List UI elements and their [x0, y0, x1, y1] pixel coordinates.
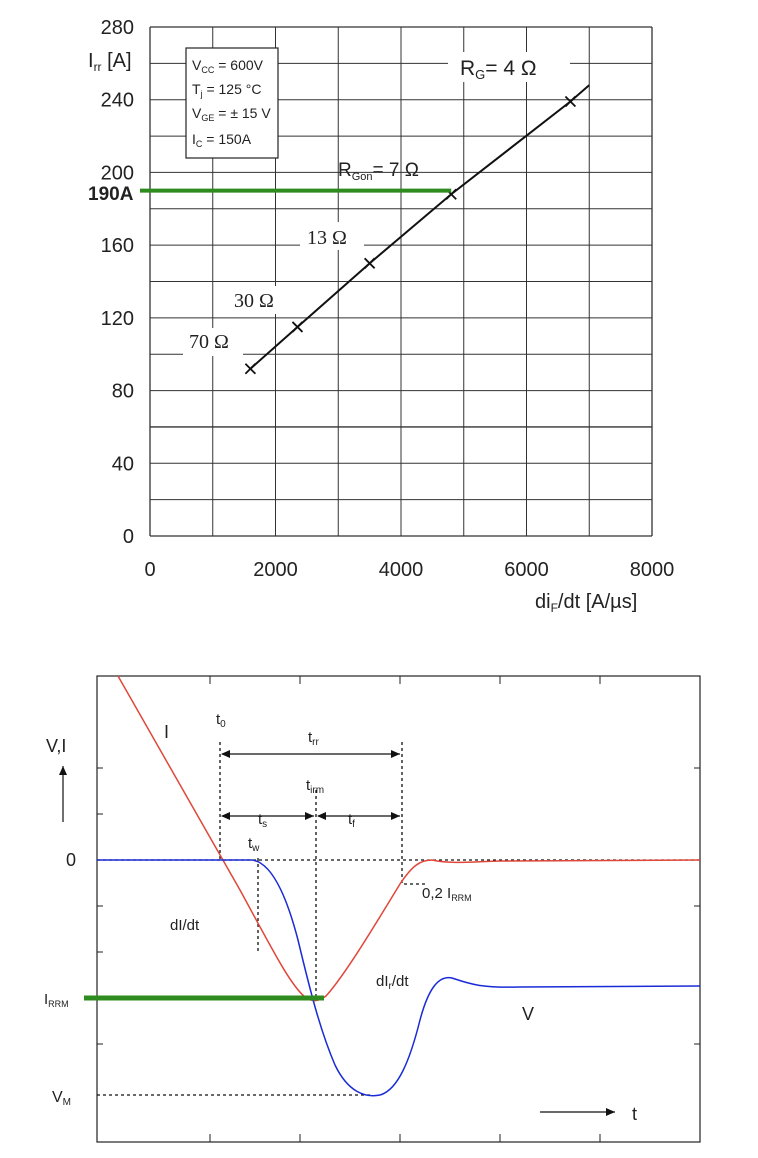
tw-label: $t_w$	[248, 835, 260, 854]
irrm-fraction-label: 0,2 $I_{RRM}$	[422, 885, 472, 903]
time-spans	[63, 754, 615, 1112]
data-point-marker	[245, 364, 255, 374]
x-tick-label: 8000	[629, 559, 675, 581]
point-label-r30: 30 Ω	[234, 290, 274, 312]
x-tick-label: 2000	[253, 559, 298, 581]
irrm-level-label: $I_{RRM}$	[44, 991, 69, 1009]
top-x-axis-label: $di_F/dt$ [A/µs]	[535, 591, 638, 615]
top-chart	[88, 17, 674, 615]
condition-ic: $I_C = 150A$	[192, 131, 252, 149]
time-axis-label: t	[632, 1104, 638, 1124]
condition-vcc: $V_{CC} = 600V$	[192, 57, 263, 75]
y-tick-label: 200	[100, 162, 134, 185]
t0-label: $t_0$	[216, 711, 226, 730]
data-point-marker	[365, 258, 375, 268]
point-label-r13: 13 Ω	[307, 227, 347, 249]
ts-label: $t_s$	[258, 811, 268, 830]
x-tick-label: 4000	[378, 559, 424, 581]
point-label-r70: 70 Ω	[189, 331, 229, 353]
y-tick-label: 40	[111, 453, 134, 476]
y-tick-label: 0	[122, 526, 134, 548]
y-tick-label: 280	[100, 17, 134, 39]
bottom-frame-ticks	[97, 676, 700, 1142]
voltage-label: V	[522, 1004, 535, 1024]
x-tick-label: 6000	[504, 559, 549, 581]
x-tick-label: 0	[144, 559, 156, 581]
condition-vge: $V_{GE}$ = ± 15 V	[192, 105, 271, 123]
y-tick-label: 120	[100, 307, 134, 330]
trr-label: $t_{rr}$	[308, 729, 319, 748]
bottom-chart	[44, 676, 700, 1142]
point-label-rg4: RG= 4 Ω	[460, 57, 537, 82]
data-point-marker	[565, 97, 575, 107]
y-tick-label: 160	[100, 235, 134, 258]
point-label-rgon: $R_{Gon}= 7$ Ω	[338, 160, 419, 183]
top-series	[245, 85, 589, 374]
top-y-axis-label: $I_{rr}$ [A]	[88, 50, 132, 74]
vm-level-label: VM	[52, 1089, 72, 1108]
y-tick-label: 80	[111, 380, 134, 403]
di-dt-label: dI/dt	[170, 917, 200, 934]
current-label: I	[164, 722, 170, 742]
tirm-label: $t_{irm}$	[306, 777, 325, 796]
data-point-marker	[292, 322, 302, 332]
highlight-190a-label: 190A	[88, 184, 134, 205]
conditions-box	[186, 48, 278, 158]
y-tick-label: 240	[100, 89, 134, 112]
condition-tj: $T_j = 125$ °C	[192, 81, 262, 99]
bottom-plot-frame	[97, 676, 700, 1142]
dir-dt-label: $dI_r/dt$	[376, 973, 409, 992]
vi-axis-label: V,I	[46, 736, 67, 756]
current-curve	[118, 676, 700, 1001]
tf-label: $t_f$	[348, 811, 355, 830]
zero-level-label: 0	[66, 850, 77, 870]
